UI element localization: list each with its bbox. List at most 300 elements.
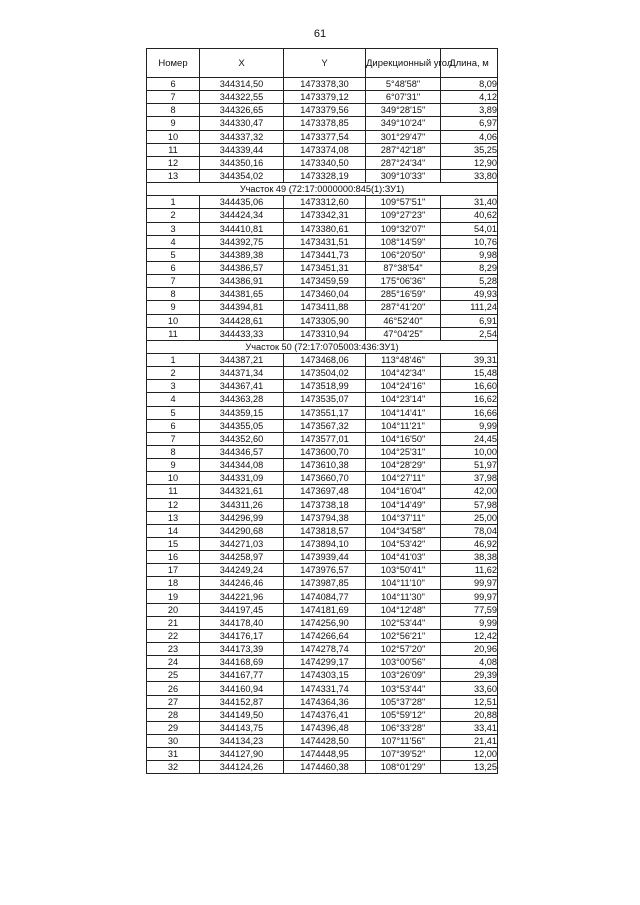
point-number-cell: 5 (147, 406, 200, 419)
bearing-cell: 349°10'24" (366, 117, 441, 130)
bearing-cell: 104°11'21" (366, 419, 441, 432)
x-coordinate-cell: 344394,81 (200, 301, 284, 314)
y-coordinate-cell: 1473460,04 (284, 288, 366, 301)
bearing-cell: 113°48'46" (366, 353, 441, 366)
x-coordinate-cell: 344173,39 (200, 643, 284, 656)
table-row (147, 393, 498, 406)
y-coordinate-cell: 1474303,15 (284, 669, 366, 682)
length-cell: 9,99 (441, 616, 498, 629)
bearing-cell: 104°12'48" (366, 603, 441, 616)
point-number-cell: 6 (147, 78, 200, 91)
length-cell: 57,98 (441, 498, 498, 511)
bearing-cell: 104°16'04" (366, 485, 441, 498)
point-number-cell: 17 (147, 564, 200, 577)
header-x: X (200, 49, 284, 78)
bearing-cell: 349°28'15" (366, 104, 441, 117)
length-cell: 20,88 (441, 708, 498, 721)
y-coordinate-cell: 1473411,88 (284, 301, 366, 314)
length-cell: 4,12 (441, 91, 498, 104)
section-title: Участок 49 (72:17:0000000:845(1):ЗУ1) (147, 183, 498, 196)
point-number-cell: 10 (147, 130, 200, 143)
x-coordinate-cell: 344143,75 (200, 721, 284, 734)
bearing-cell: 104°41'03" (366, 551, 441, 564)
point-number-cell: 3 (147, 380, 200, 393)
x-coordinate-cell: 344344,08 (200, 459, 284, 472)
table-row (147, 196, 498, 209)
length-cell: 20,96 (441, 643, 498, 656)
bearing-cell: 105°59'12" (366, 708, 441, 721)
table-row (147, 511, 498, 524)
bearing-cell: 47°04'25" (366, 327, 441, 340)
point-number-cell: 16 (147, 551, 200, 564)
bearing-cell: 104°27'11" (366, 472, 441, 485)
y-coordinate-cell: 1473342,31 (284, 209, 366, 222)
table-row (147, 169, 498, 182)
table-row (147, 564, 498, 577)
bearing-cell: 104°23'14" (366, 393, 441, 406)
length-cell: 12,90 (441, 156, 498, 169)
x-coordinate-cell: 344314,50 (200, 78, 284, 91)
y-coordinate-cell: 1474256,90 (284, 616, 366, 629)
point-number-cell: 29 (147, 721, 200, 734)
y-coordinate-cell: 1473378,30 (284, 78, 366, 91)
y-coordinate-cell: 1473987,85 (284, 577, 366, 590)
table-row (147, 419, 498, 432)
point-number-cell: 7 (147, 91, 200, 104)
x-coordinate-cell: 344424,34 (200, 209, 284, 222)
x-coordinate-cell: 344160,94 (200, 682, 284, 695)
table-row (147, 288, 498, 301)
bearing-cell: 108°14'59" (366, 235, 441, 248)
table-row (147, 301, 498, 314)
length-cell: 77,59 (441, 603, 498, 616)
point-number-cell: 23 (147, 643, 200, 656)
y-coordinate-cell: 1473377,54 (284, 130, 366, 143)
y-coordinate-cell: 1473459,59 (284, 275, 366, 288)
x-coordinate-cell: 344326,65 (200, 104, 284, 117)
bearing-cell: 104°37'11" (366, 511, 441, 524)
x-coordinate-cell: 344152,87 (200, 695, 284, 708)
table-row (147, 485, 498, 498)
y-coordinate-cell: 1473441,73 (284, 248, 366, 261)
length-cell: 12,42 (441, 629, 498, 642)
y-coordinate-cell: 1474364,36 (284, 695, 366, 708)
y-coordinate-cell: 1473535,07 (284, 393, 366, 406)
bearing-cell: 102°56'21" (366, 629, 441, 642)
x-coordinate-cell: 344350,16 (200, 156, 284, 169)
y-coordinate-cell: 1474448,95 (284, 748, 366, 761)
table-row (147, 498, 498, 511)
x-coordinate-cell: 344296,99 (200, 511, 284, 524)
length-cell: 54,01 (441, 222, 498, 235)
point-number-cell: 2 (147, 209, 200, 222)
length-cell: 3,89 (441, 104, 498, 117)
point-number-cell: 11 (147, 143, 200, 156)
length-cell: 42,00 (441, 485, 498, 498)
bearing-cell: 285°16'59" (366, 288, 441, 301)
point-number-cell: 1 (147, 353, 200, 366)
length-cell: 12,00 (441, 748, 498, 761)
y-coordinate-cell: 1473738,18 (284, 498, 366, 511)
x-coordinate-cell: 344127,90 (200, 748, 284, 761)
y-coordinate-cell: 1473976,57 (284, 564, 366, 577)
x-coordinate-cell: 344330,47 (200, 117, 284, 130)
table-row (147, 380, 498, 393)
y-coordinate-cell: 1473328,19 (284, 169, 366, 182)
point-number-cell: 13 (147, 169, 200, 182)
length-cell: 31,40 (441, 196, 498, 209)
x-coordinate-cell: 344124,26 (200, 761, 284, 774)
point-number-cell: 31 (147, 748, 200, 761)
y-coordinate-cell: 1473610,38 (284, 459, 366, 472)
point-number-cell: 2 (147, 367, 200, 380)
point-number-cell: 26 (147, 682, 200, 695)
table-row (147, 748, 498, 761)
y-coordinate-cell: 1473340,50 (284, 156, 366, 169)
y-coordinate-cell: 1473518,99 (284, 380, 366, 393)
bearing-cell: 87°38'54" (366, 261, 441, 274)
y-coordinate-cell: 1473468,06 (284, 353, 366, 366)
bearing-cell: 104°53'42" (366, 537, 441, 550)
length-cell: 33,80 (441, 169, 498, 182)
coordinates-table (146, 48, 498, 774)
length-cell: 33,41 (441, 721, 498, 734)
length-cell: 4,08 (441, 656, 498, 669)
point-number-cell: 9 (147, 117, 200, 130)
point-number-cell: 28 (147, 708, 200, 721)
point-number-cell: 10 (147, 314, 200, 327)
bearing-cell: 287°24'34" (366, 156, 441, 169)
x-coordinate-cell: 344354,02 (200, 169, 284, 182)
length-cell: 10,00 (441, 445, 498, 458)
x-coordinate-cell: 344386,91 (200, 275, 284, 288)
table-row (147, 406, 498, 419)
length-cell: 111,24 (441, 301, 498, 314)
length-cell: 46,92 (441, 537, 498, 550)
page-number: 61 (313, 28, 327, 40)
header-length: Длина, м (441, 49, 498, 78)
length-cell: 12,51 (441, 695, 498, 708)
y-coordinate-cell: 1473310,94 (284, 327, 366, 340)
y-coordinate-cell: 1473894,10 (284, 537, 366, 550)
point-number-cell: 15 (147, 537, 200, 550)
y-coordinate-cell: 1473431,51 (284, 235, 366, 248)
table-row (147, 643, 498, 656)
bearing-cell: 109°27'23" (366, 209, 441, 222)
point-number-cell: 6 (147, 261, 200, 274)
bearing-cell: 103°53'44" (366, 682, 441, 695)
bearing-cell: 103°26'09" (366, 669, 441, 682)
length-cell: 40,62 (441, 209, 498, 222)
bearing-cell: 107°11'56" (366, 735, 441, 748)
table-row (147, 248, 498, 261)
table-row (147, 209, 498, 222)
point-number-cell: 8 (147, 288, 200, 301)
y-coordinate-cell: 1473379,56 (284, 104, 366, 117)
x-coordinate-cell: 344381,65 (200, 288, 284, 301)
point-number-cell: 18 (147, 577, 200, 590)
point-number-cell: 32 (147, 761, 200, 774)
table-body (147, 78, 498, 774)
point-number-cell: 19 (147, 590, 200, 603)
point-number-cell: 13 (147, 511, 200, 524)
length-cell: 16,60 (441, 380, 498, 393)
length-cell: 13,25 (441, 761, 498, 774)
length-cell: 8,09 (441, 78, 498, 91)
x-coordinate-cell: 344176,17 (200, 629, 284, 642)
bearing-cell: 104°11'30" (366, 590, 441, 603)
length-cell: 38,38 (441, 551, 498, 564)
x-coordinate-cell: 344271,03 (200, 537, 284, 550)
bearing-cell: 108°01'29" (366, 761, 441, 774)
table-header-row (147, 49, 498, 78)
length-cell: 16,66 (441, 406, 498, 419)
point-number-cell: 7 (147, 275, 200, 288)
y-coordinate-cell: 1474278,74 (284, 643, 366, 656)
table-row (147, 603, 498, 616)
point-number-cell: 3 (147, 222, 200, 235)
length-cell: 29,39 (441, 669, 498, 682)
x-coordinate-cell: 344410,81 (200, 222, 284, 235)
x-coordinate-cell: 344290,68 (200, 524, 284, 537)
length-cell: 99,97 (441, 577, 498, 590)
bearing-cell: 5°48'58" (366, 78, 441, 91)
table-row (147, 656, 498, 669)
table-row (147, 577, 498, 590)
table-row (147, 91, 498, 104)
bearing-cell: 102°57'20" (366, 643, 441, 656)
y-coordinate-cell: 1473305,90 (284, 314, 366, 327)
point-number-cell: 9 (147, 459, 200, 472)
table-row (147, 314, 498, 327)
x-coordinate-cell: 344363,28 (200, 393, 284, 406)
length-cell: 99,97 (441, 590, 498, 603)
y-coordinate-cell: 1473577,01 (284, 432, 366, 445)
y-coordinate-cell: 1473504,02 (284, 367, 366, 380)
point-number-cell: 1 (147, 196, 200, 209)
table-row (147, 367, 498, 380)
length-cell: 9,98 (441, 248, 498, 261)
length-cell: 5,28 (441, 275, 498, 288)
table-row (147, 682, 498, 695)
point-number-cell: 12 (147, 498, 200, 511)
table-row (147, 695, 498, 708)
table-row (147, 117, 498, 130)
table-row (147, 130, 498, 143)
x-coordinate-cell: 344258,97 (200, 551, 284, 564)
bearing-cell: 104°28'29" (366, 459, 441, 472)
table-row (147, 104, 498, 117)
x-coordinate-cell: 344311,26 (200, 498, 284, 511)
table-row (147, 537, 498, 550)
header-bearing: Дирекционный угол (366, 49, 441, 78)
point-number-cell: 4 (147, 235, 200, 248)
table-row (147, 669, 498, 682)
point-number-cell: 10 (147, 472, 200, 485)
table-row (147, 472, 498, 485)
length-cell: 33,60 (441, 682, 498, 695)
y-coordinate-cell: 1473312,60 (284, 196, 366, 209)
y-coordinate-cell: 1473818,57 (284, 524, 366, 537)
table-row (147, 275, 498, 288)
table-row (147, 445, 498, 458)
point-number-cell: 24 (147, 656, 200, 669)
bearing-cell: 104°14'41" (366, 406, 441, 419)
bearing-cell: 104°25'31" (366, 445, 441, 458)
x-coordinate-cell: 344428,61 (200, 314, 284, 327)
section-header-row (147, 183, 498, 196)
x-coordinate-cell: 344149,50 (200, 708, 284, 721)
y-coordinate-cell: 1474376,41 (284, 708, 366, 721)
x-coordinate-cell: 344346,57 (200, 445, 284, 458)
y-coordinate-cell: 1473939,44 (284, 551, 366, 564)
length-cell: 9,99 (441, 419, 498, 432)
point-number-cell: 27 (147, 695, 200, 708)
x-coordinate-cell: 344389,38 (200, 248, 284, 261)
bearing-cell: 309°10'33" (366, 169, 441, 182)
x-coordinate-cell: 344392,75 (200, 235, 284, 248)
table-row (147, 222, 498, 235)
table-row (147, 353, 498, 366)
x-coordinate-cell: 344352,60 (200, 432, 284, 445)
header-number: Номер (147, 49, 200, 78)
x-coordinate-cell: 344246,46 (200, 577, 284, 590)
point-number-cell: 30 (147, 735, 200, 748)
y-coordinate-cell: 1474084,77 (284, 590, 366, 603)
table-row (147, 616, 498, 629)
y-coordinate-cell: 1473600,70 (284, 445, 366, 458)
point-number-cell: 4 (147, 393, 200, 406)
table-row (147, 761, 498, 774)
bearing-cell: 175°06'36" (366, 275, 441, 288)
table-row (147, 235, 498, 248)
x-coordinate-cell: 344359,15 (200, 406, 284, 419)
y-coordinate-cell: 1473551,17 (284, 406, 366, 419)
bearing-cell: 287°41'20" (366, 301, 441, 314)
x-coordinate-cell: 344371,34 (200, 367, 284, 380)
x-coordinate-cell: 344331,09 (200, 472, 284, 485)
y-coordinate-cell: 1474428,50 (284, 735, 366, 748)
x-coordinate-cell: 344387,21 (200, 353, 284, 366)
x-coordinate-cell: 344355,05 (200, 419, 284, 432)
x-coordinate-cell: 344134,23 (200, 735, 284, 748)
x-coordinate-cell: 344339,44 (200, 143, 284, 156)
y-coordinate-cell: 1474181,69 (284, 603, 366, 616)
bearing-cell: 102°53'44" (366, 616, 441, 629)
y-coordinate-cell: 1473567,32 (284, 419, 366, 432)
point-number-cell: 8 (147, 104, 200, 117)
y-coordinate-cell: 1473380,61 (284, 222, 366, 235)
section-header-row (147, 340, 498, 353)
point-number-cell: 11 (147, 327, 200, 340)
length-cell: 35,25 (441, 143, 498, 156)
bearing-cell: 109°32'07" (366, 222, 441, 235)
x-coordinate-cell: 344433,33 (200, 327, 284, 340)
x-coordinate-cell: 344197,45 (200, 603, 284, 616)
y-coordinate-cell: 1473374,08 (284, 143, 366, 156)
x-coordinate-cell: 344221,96 (200, 590, 284, 603)
bearing-cell: 109°57'51" (366, 196, 441, 209)
x-coordinate-cell: 344367,41 (200, 380, 284, 393)
x-coordinate-cell: 344321,61 (200, 485, 284, 498)
table-row (147, 735, 498, 748)
point-number-cell: 9 (147, 301, 200, 314)
y-coordinate-cell: 1474266,64 (284, 629, 366, 642)
length-cell: 49,93 (441, 288, 498, 301)
x-coordinate-cell: 344249,24 (200, 564, 284, 577)
bearing-cell: 104°24'16" (366, 380, 441, 393)
x-coordinate-cell: 344178,40 (200, 616, 284, 629)
table-row (147, 261, 498, 274)
length-cell: 24,45 (441, 432, 498, 445)
point-number-cell: 6 (147, 419, 200, 432)
x-coordinate-cell: 344435,06 (200, 196, 284, 209)
section-title: Участок 50 (72:17:0705003:436:ЗУ1) (147, 340, 498, 353)
bearing-cell: 103°00'56" (366, 656, 441, 669)
bearing-cell: 301°29'47" (366, 130, 441, 143)
bearing-cell: 104°42'34" (366, 367, 441, 380)
bearing-cell: 107°39'52" (366, 748, 441, 761)
x-coordinate-cell: 344337,32 (200, 130, 284, 143)
bearing-cell: 104°11'10" (366, 577, 441, 590)
table-row (147, 629, 498, 642)
table-row (147, 432, 498, 445)
point-number-cell: 7 (147, 432, 200, 445)
x-coordinate-cell: 344322,55 (200, 91, 284, 104)
table-row (147, 524, 498, 537)
bearing-cell: 104°16'50" (366, 432, 441, 445)
bearing-cell: 46°52'40" (366, 314, 441, 327)
length-cell: 16,62 (441, 393, 498, 406)
y-coordinate-cell: 1473378,85 (284, 117, 366, 130)
y-coordinate-cell: 1474396,48 (284, 721, 366, 734)
table-row (147, 459, 498, 472)
bearing-cell: 103°50'41" (366, 564, 441, 577)
x-coordinate-cell: 344168,69 (200, 656, 284, 669)
bearing-cell: 104°34'58" (366, 524, 441, 537)
point-number-cell: 5 (147, 248, 200, 261)
point-number-cell: 14 (147, 524, 200, 537)
point-number-cell: 11 (147, 485, 200, 498)
header-y: Y (284, 49, 366, 78)
bearing-cell: 287°42'18" (366, 143, 441, 156)
x-coordinate-cell: 344386,57 (200, 261, 284, 274)
y-coordinate-cell: 1474460,38 (284, 761, 366, 774)
y-coordinate-cell: 1473660,70 (284, 472, 366, 485)
point-number-cell: 22 (147, 629, 200, 642)
length-cell: 51,97 (441, 459, 498, 472)
length-cell: 15,48 (441, 367, 498, 380)
length-cell: 11,62 (441, 564, 498, 577)
point-number-cell: 21 (147, 616, 200, 629)
table-row (147, 156, 498, 169)
y-coordinate-cell: 1474331,74 (284, 682, 366, 695)
y-coordinate-cell: 1474299,17 (284, 656, 366, 669)
length-cell: 4,06 (441, 130, 498, 143)
length-cell: 25,00 (441, 511, 498, 524)
table-row (147, 143, 498, 156)
y-coordinate-cell: 1473794,38 (284, 511, 366, 524)
table-row (147, 590, 498, 603)
x-coordinate-cell: 344167,77 (200, 669, 284, 682)
bearing-cell: 106°20'50" (366, 248, 441, 261)
length-cell: 10,76 (441, 235, 498, 248)
point-number-cell: 8 (147, 445, 200, 458)
point-number-cell: 20 (147, 603, 200, 616)
length-cell: 8,29 (441, 261, 498, 274)
length-cell: 39,31 (441, 353, 498, 366)
length-cell: 6,91 (441, 314, 498, 327)
